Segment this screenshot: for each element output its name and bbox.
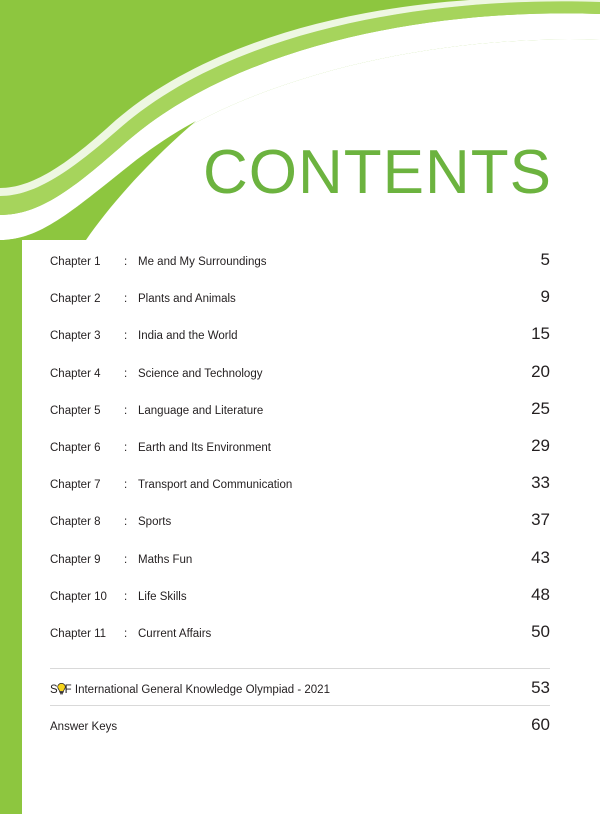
sof-prefix: S: [50, 684, 58, 696]
page-number: 53: [531, 678, 550, 697]
toc-row[interactable]: [50, 287, 550, 324]
colon: :: [124, 330, 128, 343]
page-number: 33: [531, 473, 550, 493]
toc-row[interactable]: [50, 362, 550, 399]
chapter-label: Chapter 7: [50, 479, 101, 492]
chapter-label: Chapter 9: [50, 553, 101, 566]
colon: :: [124, 516, 128, 529]
colon: :: [124, 553, 128, 566]
page-number: 50: [531, 621, 550, 641]
bulb-icon: [57, 683, 66, 695]
page-number: 25: [531, 398, 550, 418]
page-number: 9: [540, 287, 550, 307]
chapter-title: Plants and Animals: [138, 293, 236, 306]
toc-row[interactable]: [50, 585, 550, 622]
page-number: 15: [531, 324, 550, 344]
chapter-title: India and the World: [138, 330, 238, 343]
page-number: 43: [531, 547, 550, 567]
colon: :: [124, 627, 128, 640]
colon: :: [124, 256, 128, 268]
chapter-title: Current Affairs: [138, 627, 212, 640]
page-number: 5: [540, 250, 550, 269]
chapter-label: Chapter 6: [50, 441, 101, 454]
chapter-label: Chapter 3: [50, 330, 101, 343]
chapter-label: Chapter 10: [50, 590, 107, 603]
chapter-label: Chapter 1: [50, 256, 101, 268]
sof-olympiad-title: [50, 683, 510, 696]
answer-keys-title: Answer Keys: [50, 721, 118, 734]
chapter-label: Chapter 2: [50, 293, 101, 306]
toc-row[interactable]: [50, 399, 550, 436]
page-number: 37: [531, 510, 550, 530]
toc-row[interactable]: [50, 436, 550, 473]
colon: :: [124, 293, 128, 306]
chapter-label: Chapter 4: [50, 367, 101, 380]
page-number: 29: [531, 435, 550, 455]
toc-row[interactable]: [50, 510, 550, 547]
chapter-label: Chapter 5: [50, 404, 101, 417]
colon: :: [124, 479, 128, 492]
colon: :: [124, 404, 128, 417]
chapter-title: Science and Technology: [138, 367, 263, 380]
colon: :: [124, 590, 128, 603]
chapter-title: Me and My Surroundings: [138, 256, 267, 268]
chapter-title: Earth and Its Environment: [138, 441, 271, 454]
page-number: 60: [531, 715, 550, 735]
toc-row[interactable]: [50, 548, 550, 585]
sof-suffix: F International General Knowledge Olympiad - 2021: [64, 684, 330, 696]
toc-extra-section: [50, 668, 550, 742]
chapter-title: Life Skills: [138, 590, 187, 603]
colon: :: [124, 367, 128, 380]
chapter-label: Chapter 11: [50, 627, 107, 640]
chapter-title: Language and Literature: [138, 404, 264, 417]
toc-row[interactable]: [50, 250, 550, 287]
chapter-title: Transport and Communication: [138, 479, 293, 492]
chapter-title: Maths Fun: [138, 553, 193, 566]
page-number: 20: [531, 361, 550, 381]
toc-row[interactable]: [50, 622, 550, 659]
chapter-label: Chapter 8: [50, 516, 101, 529]
list-item[interactable]: [50, 668, 550, 705]
toc-row[interactable]: [50, 324, 550, 361]
toc-row[interactable]: [50, 473, 550, 510]
list-item[interactable]: [50, 705, 550, 742]
chapter-title: Sports: [138, 516, 172, 529]
page-title: CONTENTS: [203, 138, 552, 207]
colon: :: [124, 441, 128, 454]
page-number: 48: [531, 584, 550, 604]
table-of-contents: [50, 250, 550, 659]
